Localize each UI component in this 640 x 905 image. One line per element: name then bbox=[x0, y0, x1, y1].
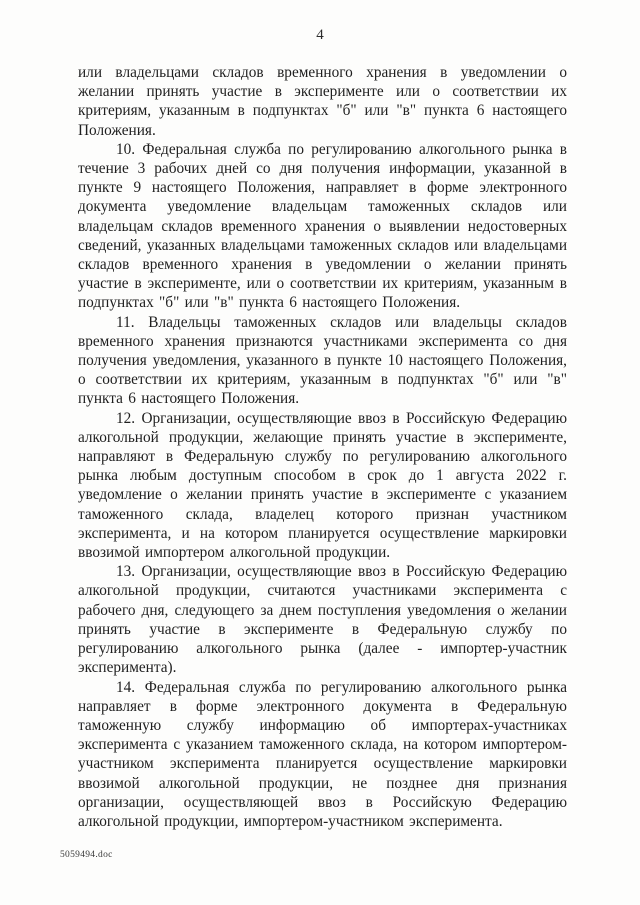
paragraph-continuation: или владельцами складов временного хранения в уведомлении о желании принять участие в эксперименте или о соответствии их критериям, указанным в подпунктах "б" или "в" пункта 6 настоящего Положения. bbox=[78, 64, 567, 139]
paragraph-item-13: 13. Организации, осуществляющие ввоз в Российскую Федерацию алкогольной продукции, считаются участниками эксперимента с рабочего дня, следующего за днем поступления уведомления о желании принять участие в эксперименте в Федеральную службу по регулированию алкогольного рынка (далее - импортер-участник эксперимента). bbox=[78, 563, 567, 677]
document-body bbox=[78, 63, 567, 831]
paragraph-item-12: 12. Организации, осуществляющие ввоз в Российскую Федерацию алкогольной продукции, желающие принять участие в эксперименте, направляют в Федеральную службу по регулированию алкогольного рынка любым доступным способом в срок до 1 августа 2022 г. уведомление о желании принять участие в эксперименте с указанием таможенного склада, владелец которого признан участником эксперимента, и на котором планируется осуществление маркировки ввозимой импортером алкогольной продукции. bbox=[78, 409, 567, 562]
page-number: 4 bbox=[316, 27, 324, 43]
paragraph-item-10: 10. Федеральная служба по регулированию алкогольного рынка в течение 3 рабочих дней со дня получения информации, указанной в пункте 9 настоящего Положения, направляет в форме электронного документа уведомление владельцам таможенных складов или владельцам складов временного хранения о выявлении недостоверных сведений, указанных владельцами таможенных складов или владельцами складов временного хранения в уведомлении о желании принять участие в эксперименте, или о соответствии их критериям, указанным в подпунктах "б" или "в" пункта 6 настоящего Положения. bbox=[78, 140, 567, 312]
paragraph-item-14: 14. Федеральная служба по регулированию алкогольного рынка направляет в форме электронного документа в Федеральную таможенную службу информацию об импортерах-участниках эксперимента с указанием таможенного склада, на котором импортером-участником эксперимента планируется осуществление маркировки ввозимой алкогольной продукции, не позднее дня признания организации, осуществляющей ввоз в Российскую Федерацию алкогольной продукции, импортером-участником эксперимента. bbox=[78, 678, 567, 830]
footer-filename: 5059494.doc bbox=[60, 850, 113, 860]
paragraph-item-11: 11. Владельцы таможенных складов или владельцы складов временного хранения признаются участниками эксперимента со дня получения уведомления, указанного в пункте 10 настоящего Положения, о соответствии их критериям, указанным в подпунктах "б" или "в" пункта 6 настоящего Положения. bbox=[78, 313, 567, 408]
